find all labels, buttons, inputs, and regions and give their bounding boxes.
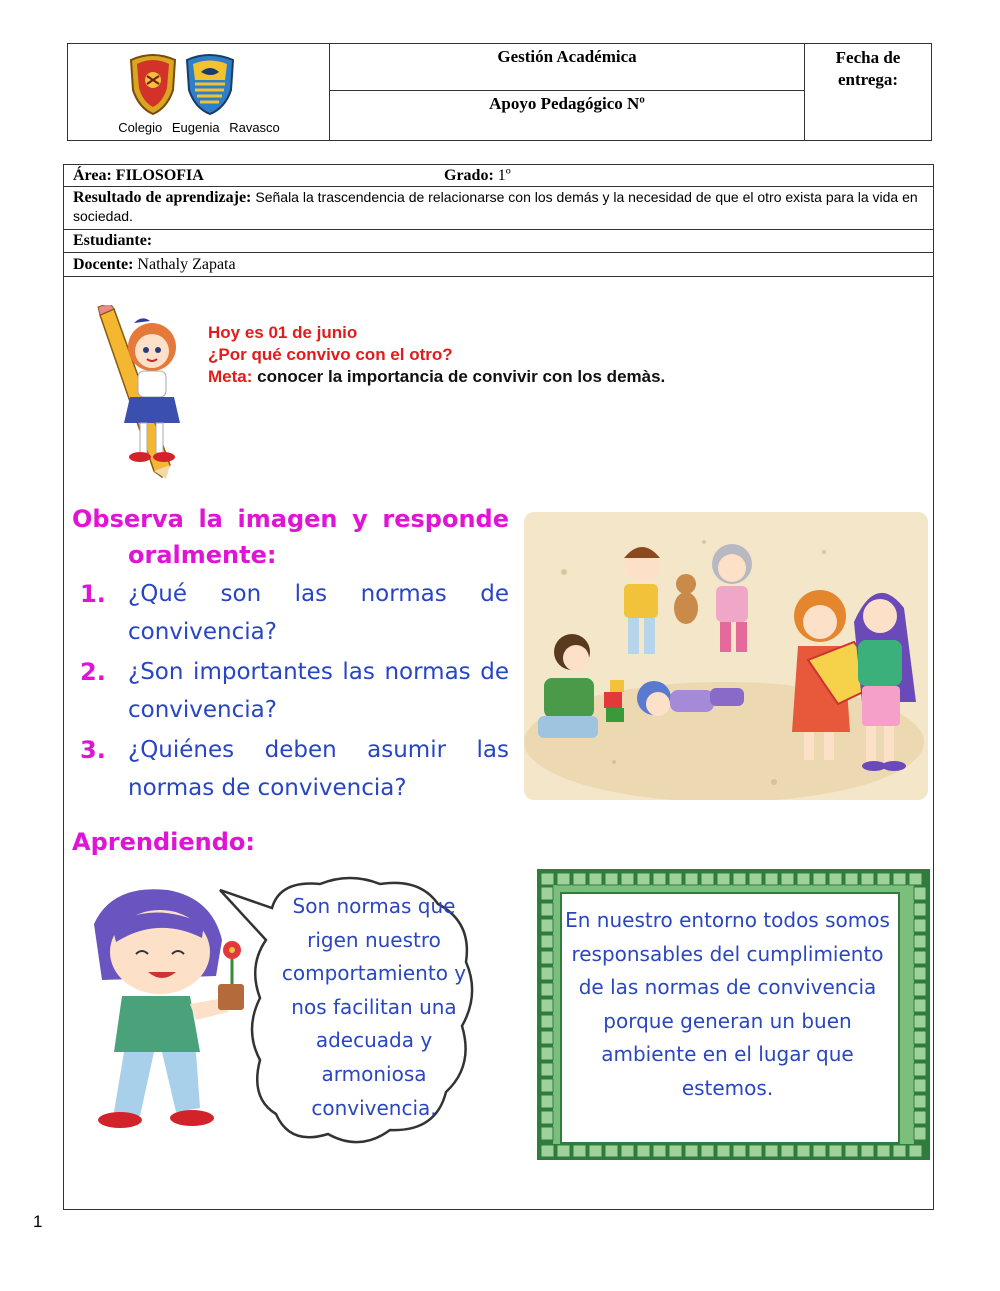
frame-brick: [877, 873, 890, 885]
question-text: ¿Quiénes deben asumir las normas de convivencia?: [128, 737, 509, 801]
frame-brick: [605, 1145, 618, 1157]
frame-brick: [914, 1063, 926, 1076]
question-item: [72, 653, 509, 729]
frame-brick: [637, 1145, 650, 1157]
frame-brick: [541, 1145, 554, 1157]
frame-brick: [573, 873, 586, 885]
estudiante-label: Estudiante:: [73, 232, 153, 249]
children-playing-illustration: [524, 512, 928, 800]
resultado-label: Resultado de aprendizaje:: [73, 189, 252, 206]
frame-brick: [749, 873, 762, 885]
frame-brick: [605, 873, 618, 885]
frame-brick: [914, 951, 926, 964]
frame-brick: [797, 873, 810, 885]
frame-brick: [845, 1145, 858, 1157]
frame-brick: [653, 1145, 666, 1157]
docente-value: Nathaly Zapata: [137, 256, 236, 273]
frame-brick: [914, 1095, 926, 1108]
frame-brick: [701, 873, 714, 885]
frame-brick: [733, 1145, 746, 1157]
frame-brick: [541, 983, 553, 996]
frame-brick: [914, 903, 926, 916]
docente-row: [64, 253, 933, 277]
frame-brick: [914, 983, 926, 996]
frame-brick: [845, 873, 858, 885]
frame-brick: [749, 1145, 762, 1157]
frame-brick: [573, 1145, 586, 1157]
estudiante-row: [64, 230, 933, 253]
frame-brick: [637, 873, 650, 885]
header-table: [67, 43, 932, 141]
resultado-row: [64, 187, 933, 230]
meta-text: conocer la importancia de convivir con los demàs.: [257, 367, 666, 386]
school-name: Colegio Eugenia Ravasco: [118, 120, 280, 135]
frame-brick: [589, 1145, 602, 1157]
frame-brick: [541, 1079, 553, 1092]
intro-block: [208, 322, 665, 388]
frame-brick: [685, 1145, 698, 1157]
frame-brick: [909, 873, 922, 885]
frame-brick: [717, 1145, 730, 1157]
frame-brick: [541, 967, 553, 980]
frame-brick: [541, 935, 553, 948]
frame-brick: [914, 935, 926, 948]
gestion-academica: Gestión Académica: [330, 44, 804, 91]
frame-brick: [557, 1145, 570, 1157]
observa-title-line2: oralmente:: [128, 541, 277, 569]
frame-brick: [733, 873, 746, 885]
page-number: 1: [33, 1212, 43, 1231]
frame-brick: [914, 1079, 926, 1092]
frame-brick: [914, 967, 926, 980]
resultado-value: Señala la trascendencia de relacionarse con los demás y la necesidad de que el otro exista para la vida en sociedad.: [73, 189, 918, 224]
frame-brick: [765, 873, 778, 885]
intro-date: Hoy es 01 de junio: [208, 323, 358, 342]
question-item: [72, 575, 509, 651]
question-number: 2.: [80, 658, 106, 686]
frame-brick: [797, 1145, 810, 1157]
grado-label: Grado:: [444, 167, 494, 184]
frame-brick: [909, 1145, 922, 1157]
school-shields-logo: [123, 50, 243, 116]
grado-group: [444, 165, 511, 186]
intro-question: ¿Por qué convivo con el otro?: [208, 345, 453, 364]
frame-brick: [893, 1145, 906, 1157]
frame-brick: [621, 1145, 634, 1157]
question-text: ¿Qué son las normas de convivencia?: [128, 581, 509, 645]
frame-brick: [685, 873, 698, 885]
question-number: 1.: [80, 580, 106, 608]
area-row: [64, 165, 933, 187]
frame-brick: [914, 999, 926, 1012]
meta-label: Meta:: [208, 367, 253, 386]
docente-label: Docente:: [73, 256, 134, 273]
frame-brick: [541, 1031, 553, 1044]
frame-brick: [914, 887, 926, 900]
frame-brick: [781, 873, 794, 885]
frame-brick: [541, 919, 553, 932]
frame-brick: [541, 1063, 553, 1076]
frame-brick: [717, 873, 730, 885]
frame-brick: [589, 873, 602, 885]
frame-brick: [669, 873, 682, 885]
bubble-text: Son normas que rigen nuestro comportamiento y nos facilitan una adecuada y armoniosa convivencia.: [281, 894, 467, 1120]
observa-title: Observa la imagen y responde: [72, 505, 509, 533]
frame-brick: [541, 1127, 553, 1140]
logo-cell: [68, 44, 330, 140]
frame-brick: [621, 873, 634, 885]
frame-brick: [541, 887, 553, 900]
frame-brick: [877, 1145, 890, 1157]
frame-brick: [914, 1127, 926, 1140]
frame-brick: [669, 1145, 682, 1157]
frame-brick: [861, 1145, 874, 1157]
girl-with-pencil-illustration: [92, 305, 192, 480]
area-label: Área:: [73, 167, 112, 184]
frame-brick: [541, 1015, 553, 1028]
frame-brick: [541, 903, 553, 916]
grado-value: 1º: [497, 167, 511, 184]
frame-brick: [893, 873, 906, 885]
intro-meta: [208, 366, 665, 388]
frame-brick: [813, 1145, 826, 1157]
frame-brick: [541, 999, 553, 1012]
frame-brick: [541, 873, 554, 885]
question-item: [72, 731, 509, 807]
frame-brick: [701, 1145, 714, 1157]
frame-brick: [914, 919, 926, 932]
frame-brick: [541, 951, 553, 964]
frame-brick: [813, 873, 826, 885]
frame-brick: [653, 873, 666, 885]
frame-brick: [829, 1145, 842, 1157]
frame-brick: [541, 1047, 553, 1060]
apoyo-pedagogico: Apoyo Pedagógico Nº: [489, 94, 645, 113]
frame-brick: [557, 873, 570, 885]
area-value: FILOSOFIA: [115, 167, 204, 184]
header-middle: [330, 44, 805, 140]
observa-section: [72, 501, 509, 807]
frame-brick: [914, 1015, 926, 1028]
frame-text: En nuestro entorno todos somos responsables del cumplimiento de las normas de convivencia porque generan un buen ambiente en el lugar que estemos.: [565, 908, 890, 1100]
aprendiendo-title: Aprendiendo:: [72, 828, 255, 856]
frame-brick: [861, 873, 874, 885]
fecha-entrega: Fecha de entrega:: [835, 48, 901, 89]
question-number: 3.: [80, 736, 106, 764]
question-text: ¿Son importantes las normas de convivencia?: [128, 659, 509, 723]
frame-brick: [541, 1095, 553, 1108]
frame-brick: [914, 1111, 926, 1124]
frame-brick: [914, 1031, 926, 1044]
frame-brick: [541, 1111, 553, 1124]
frame-brick: [914, 1047, 926, 1060]
frame-brick: [781, 1145, 794, 1157]
frame-brick: [829, 873, 842, 885]
frame-brick: [765, 1145, 778, 1157]
